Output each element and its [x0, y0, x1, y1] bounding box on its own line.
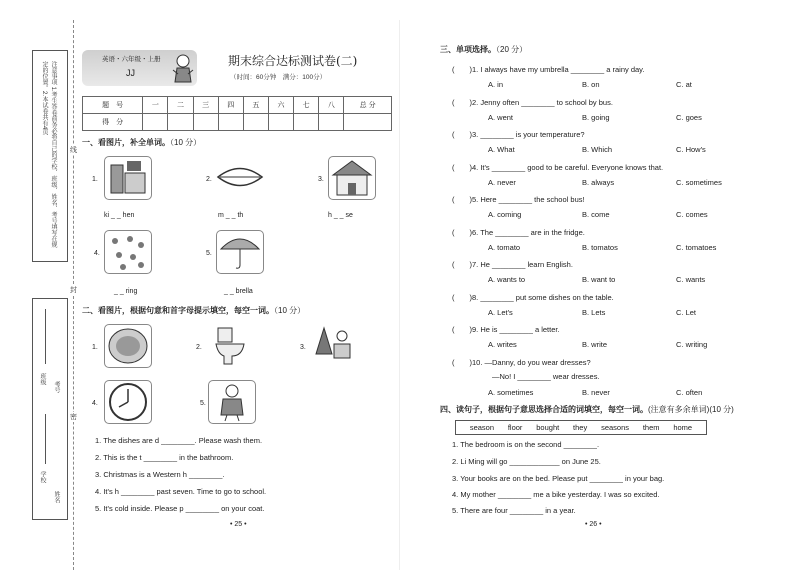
pic-number: 5.: [200, 400, 206, 407]
item-number: 3.: [318, 176, 324, 183]
word-bank: [455, 420, 707, 435]
section3-heading: 三、单项选择。: [440, 45, 496, 54]
word-bank-item: home: [673, 423, 693, 432]
score-cell[interactable]: [143, 114, 168, 131]
score-cell[interactable]: [268, 114, 293, 131]
option-a: A. What: [488, 145, 515, 154]
s2-sentence: 3. Christmas is a Western h ________.: [95, 470, 225, 479]
score-cell[interactable]: [218, 114, 243, 131]
question-stem: ( )9. He is ________ a letter.: [452, 325, 560, 334]
option-a: A. coming: [488, 210, 522, 219]
s2-sentence: 2. This is the t ________ in the bathroom.: [95, 453, 234, 462]
cut-line: [73, 20, 74, 570]
s2-sentence: 1. The dishes are d ________. Please wash them.: [95, 436, 263, 445]
page-number-right: • 26 •: [585, 521, 602, 528]
grade-banner: [82, 50, 197, 86]
toilet-icon: [208, 324, 254, 366]
section2-points: （10 分）: [274, 306, 306, 315]
option-c: C. writing: [676, 340, 708, 349]
page-title: 期末综合达标测试卷(二): [228, 54, 358, 68]
option-a: A. never: [488, 177, 516, 187]
option-a: A. writes: [488, 340, 517, 349]
word-blank: ki _ _ hen: [104, 212, 135, 219]
question-stem: ( )1. I always have my umbrella ________ a rainy day.: [452, 65, 645, 74]
cut-mark-mi: 密: [70, 414, 77, 421]
option-b: B. Which: [582, 145, 613, 154]
score-cell[interactable]: [344, 114, 392, 131]
option-c: C. sometimes: [676, 177, 722, 187]
section3-title: [440, 44, 527, 55]
option-b: B. on: [582, 80, 600, 89]
s2-sentence: 5. It's cold inside. Please p ________ on your coat.: [95, 504, 265, 513]
page-number-left: • 25 •: [230, 521, 247, 528]
student-info-box: [32, 298, 68, 520]
option-b: B. write: [582, 340, 608, 349]
question-stem: ( )7. He ________ learn English.: [452, 260, 573, 269]
option-c: C. Let: [676, 307, 697, 317]
section2-title: [82, 305, 305, 316]
section4-title: [440, 404, 734, 415]
christmas-icon: [310, 324, 356, 366]
option-c: C. at: [676, 80, 692, 89]
s4-sentence: 2. Li Ming will go ____________ on June 25.: [452, 457, 601, 466]
option-b: B. come: [582, 210, 610, 219]
item-number: 5.: [206, 250, 212, 257]
pic-number: 1.: [92, 344, 98, 351]
option-c: C. How's: [676, 145, 706, 154]
score-header: 一: [143, 97, 168, 114]
word-blank: _ _ brella: [224, 288, 253, 295]
notes-box: [32, 50, 68, 262]
page-subtitle: （时间：60分钟 满分：100分）: [230, 74, 327, 81]
question-stem: ( )5. Here ________ the school bus!: [452, 195, 585, 204]
option-a: A. tomato: [488, 242, 521, 252]
clock-icon: [104, 380, 152, 424]
s4-sentence: 5. There are four ________ in a year.: [452, 506, 576, 515]
option-c: C. wants: [676, 275, 706, 284]
class-field-line: [45, 309, 46, 364]
option-a: A. in: [488, 80, 504, 89]
name-field-label: 姓名: [53, 491, 59, 503]
pic-number: 2.: [196, 344, 202, 351]
school-field-line: [45, 414, 46, 464]
option-c: C. goes: [676, 112, 702, 122]
s4-sentence: 1. The bedroom is on the second ________.: [452, 440, 600, 449]
item-number: 4.: [94, 250, 100, 257]
s2-sentence: 4. It's h ________ past seven. Time to go to school.: [95, 487, 267, 496]
page-fold: [399, 20, 400, 570]
option-a: A. wants to: [488, 275, 526, 284]
word-bank-item: they: [573, 423, 588, 432]
question-stem-line2: —No! I ________ wear dresses.: [492, 371, 600, 381]
section4-points: (10 分): [709, 405, 734, 414]
score-table: [82, 96, 392, 131]
section3-points: （20 分）: [496, 45, 528, 54]
score-cell[interactable]: [294, 114, 319, 131]
option-a: A. Let's: [488, 307, 513, 317]
section1-title: [82, 137, 201, 148]
section2-heading: 二、看图片，根据句意和首字母提示填空，每空一词。: [82, 306, 274, 315]
item-number: 2.: [206, 176, 212, 183]
score-header: 四: [218, 97, 243, 114]
option-a: A. sometimes: [488, 387, 534, 397]
option-b: B. tomatos: [582, 242, 618, 252]
score-header: 八: [319, 97, 344, 114]
score-header: 三: [193, 97, 218, 114]
word-bank-item: floor: [507, 423, 523, 432]
score-cell[interactable]: [168, 114, 193, 131]
question-stem: ( )10. —Danny, do you wear dresses?: [452, 357, 591, 367]
option-a: A. went: [488, 112, 514, 122]
banner-subject: 英语・六年级・上册: [102, 56, 161, 63]
score-cell[interactable]: [193, 114, 218, 131]
umbrella-icon: [216, 230, 264, 274]
pic-number: 4.: [92, 400, 98, 407]
s4-sentence: 3. Your books are on the bed. Please put ________ in your bag.: [452, 474, 665, 483]
score-cell[interactable]: [243, 114, 268, 131]
section1-points: （10 分）: [170, 138, 202, 147]
option-b: B. never: [582, 387, 610, 397]
score-header: 七: [294, 97, 319, 114]
exam-number-field-label: 考号: [53, 381, 59, 393]
section4-heading: 四、读句子，根据句子意思选择合适的词填空，每空一词。: [440, 405, 648, 414]
option-c: C. tomatoes: [676, 242, 717, 252]
word-bank-item: them: [642, 423, 660, 432]
score-row-label: 得 分: [83, 114, 143, 131]
banner-code: JJ: [126, 68, 135, 78]
spring-icon: [104, 230, 152, 274]
pic-number: 3.: [300, 344, 306, 351]
section4-note: (注意有多余单词): [648, 405, 710, 414]
school-field-label: 学校: [39, 471, 45, 483]
dishes-icon: [104, 324, 152, 368]
item-number: 1.: [92, 176, 98, 183]
question-stem: ( )3. ________ is your temperature?: [452, 130, 585, 139]
option-b: B. Lets: [582, 307, 606, 317]
cut-mark-feng: 封: [70, 287, 77, 294]
cut-mark-xian: 线: [70, 147, 77, 154]
score-header: 题 号: [83, 97, 143, 114]
option-c: C. often: [676, 387, 703, 397]
option-b: B. going: [582, 112, 610, 122]
option-b: B. want to: [582, 275, 616, 284]
house-icon: [328, 156, 376, 200]
word-blank: _ _ ring: [114, 288, 138, 295]
option-b: B. always: [582, 177, 615, 187]
option-c: C. comes: [676, 210, 708, 219]
girl-coat-icon: [208, 380, 256, 424]
question-stem: ( )6. The ________ are in the fridge.: [452, 227, 585, 237]
score-header: 六: [268, 97, 293, 114]
score-header: 总 分: [344, 97, 392, 114]
cartoon-kid-icon: [170, 52, 196, 86]
score-header: 五: [243, 97, 268, 114]
score-header: 二: [168, 97, 193, 114]
word-blank: m _ _ th: [218, 212, 244, 219]
question-stem: ( )2. Jenny often ________ to school by bus.: [452, 97, 613, 107]
class-field-label: 班级: [39, 373, 45, 385]
notes-text: 注意事项 1.考生答卷前务必将自己的学校、班级、姓名、考号填写在规定的位置。2.本试卷共有4页: [41, 61, 56, 248]
s4-sentence: 4. My mother ________ me a bike yesterday. I was so excited.: [452, 490, 660, 499]
word-bank-item: seasons: [601, 423, 629, 432]
word-bank-item: bought: [536, 423, 560, 432]
question-stem: ( )4. It's ________ good to be careful. Everyone knows that.: [452, 162, 664, 172]
kitchen-icon: [104, 156, 152, 200]
section1-heading: 一、看图片，补全单词。: [82, 138, 170, 147]
mouth-icon: [216, 162, 264, 197]
score-cell[interactable]: [319, 114, 344, 131]
word-bank-item: season: [469, 423, 495, 432]
word-blank: h _ _ se: [328, 212, 353, 219]
question-stem: ( )8. ________ put some dishes on the table.: [452, 292, 614, 302]
